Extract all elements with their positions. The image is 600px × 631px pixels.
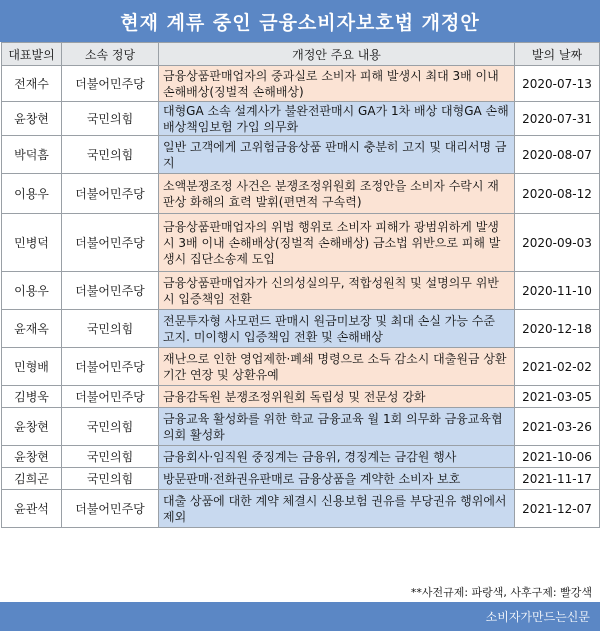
proposer-cell: 윤관석: [2, 490, 62, 528]
content-cell: 소액분쟁조정 사건은 분쟁조정위원회 조정안을 소비자 수락시 재판상 화해의 효력 발휘(편면적 구속력): [159, 174, 515, 214]
proposer-cell: 민병덕: [2, 214, 62, 272]
table-row: [2, 348, 600, 386]
table-row: [2, 310, 600, 348]
proposer-cell: 윤창현: [2, 102, 62, 136]
header-date: 발의 날짜: [515, 43, 600, 66]
table-row: [2, 408, 600, 446]
table-row: [2, 102, 600, 136]
party-cell: 국민의힘: [62, 102, 159, 136]
content-cell: 일반 고객에게 고위험금융상품 판매시 충분히 고지 및 대리서명 금지: [159, 136, 515, 174]
table-row: [2, 174, 600, 214]
table-row: [2, 272, 600, 310]
proposer-cell: 전재수: [2, 66, 62, 102]
party-cell: 더불어민주당: [62, 66, 159, 102]
party-cell: 국민의힘: [62, 408, 159, 446]
date-cell: 2021-11-17: [515, 468, 600, 490]
date-cell: 2021-03-26: [515, 408, 600, 446]
date-cell: 2020-08-07: [515, 136, 600, 174]
date-cell: 2020-08-12: [515, 174, 600, 214]
content-cell: 금융상품판매업자의 중과실로 소비자 피해 발생시 최대 3배 이내 손해배상(징벌적 손해배상): [159, 66, 515, 102]
proposer-cell: 김희곤: [2, 468, 62, 490]
table-header-row: [2, 43, 600, 66]
content-cell: 재난으로 인한 영업제한·폐쇄 명령으로 소득 감소시 대출원금 상환기간 연장 및 상환유예: [159, 348, 515, 386]
party-cell: 국민의힘: [62, 310, 159, 348]
header-proposer: 대표발의: [2, 43, 62, 66]
party-cell: 국민의힘: [62, 446, 159, 468]
proposer-cell: 박덕흠: [2, 136, 62, 174]
content-cell: 대출 상품에 대한 계약 체결시 신용보험 권유를 부당권유 행위에서 제외: [159, 490, 515, 528]
date-cell: 2020-07-31: [515, 102, 600, 136]
party-cell: 국민의힘: [62, 136, 159, 174]
party-cell: 더불어민주당: [62, 214, 159, 272]
party-cell: 더불어민주당: [62, 386, 159, 408]
party-cell: 더불어민주당: [62, 174, 159, 214]
table-row: [2, 446, 600, 468]
content-cell: 금융상품판매업자의 위법 행위로 소비자 피해가 광범위하게 발생시 3배 이내 손해배상(징벌적 손해배상) 금소법 위반으로 피해 발생시 집단소송제 도입: [159, 214, 515, 272]
content-cell: 방문판매·전화권유판매로 금융상품을 계약한 소비자 보호: [159, 468, 515, 490]
date-cell: 2020-12-18: [515, 310, 600, 348]
proposer-cell: 이용우: [2, 174, 62, 214]
proposer-cell: 이용우: [2, 272, 62, 310]
party-cell: 더불어민주당: [62, 272, 159, 310]
content-cell: 금융회사·임직원 중징계는 금융위, 경징계는 금감원 행사: [159, 446, 515, 468]
content-cell: 금융감독원 분쟁조정위원회 독립성 및 전문성 강화: [159, 386, 515, 408]
page-title: 현재 계류 중인 금융소비자보호법 개정안: [0, 0, 600, 42]
table-row: [2, 468, 600, 490]
amendment-table: [1, 42, 600, 528]
party-cell: 더불어민주당: [62, 490, 159, 528]
date-cell: 2020-09-03: [515, 214, 600, 272]
proposer-cell: 김병욱: [2, 386, 62, 408]
proposer-cell: 윤창현: [2, 446, 62, 468]
content-cell: 대형GA 소속 설계사가 불완전판매시 GA가 1차 배상 대형GA 손해배상책임보험 가입 의무화: [159, 102, 515, 136]
content-cell: 전문투자형 사모펀드 판매시 원금미보장 및 최대 손실 가능 수준 고지. 미이행시 입증책임 전환 및 손해배상: [159, 310, 515, 348]
content-cell: 금융상품판매업자가 신의성실의무, 적합성원칙 및 설명의무 위반시 입증책임 전환: [159, 272, 515, 310]
header-content: 개정안 주요 내용: [159, 43, 515, 66]
header-party: 소속 정당: [62, 43, 159, 66]
table-row: [2, 66, 600, 102]
content-cell: 금융교육 활성화를 위한 학교 금융교육 월 1회 의무화 금융교육협의회 활성화: [159, 408, 515, 446]
proposer-cell: 민형배: [2, 348, 62, 386]
table-row: [2, 214, 600, 272]
table-row: [2, 386, 600, 408]
party-cell: 국민의힘: [62, 468, 159, 490]
proposer-cell: 윤재옥: [2, 310, 62, 348]
date-cell: 2021-03-05: [515, 386, 600, 408]
date-cell: 2021-12-07: [515, 490, 600, 528]
table-row: [2, 490, 600, 528]
date-cell: 2021-10-06: [515, 446, 600, 468]
party-cell: 더불어민주당: [62, 348, 159, 386]
table-row: [2, 136, 600, 174]
date-cell: 2020-11-10: [515, 272, 600, 310]
date-cell: 2020-07-13: [515, 66, 600, 102]
proposer-cell: 윤창현: [2, 408, 62, 446]
source-footer: 소비자가만드는신문: [0, 602, 600, 631]
color-legend-note: **사전규제: 파랑색, 사후구제: 빨강색: [410, 586, 592, 599]
date-cell: 2021-02-02: [515, 348, 600, 386]
